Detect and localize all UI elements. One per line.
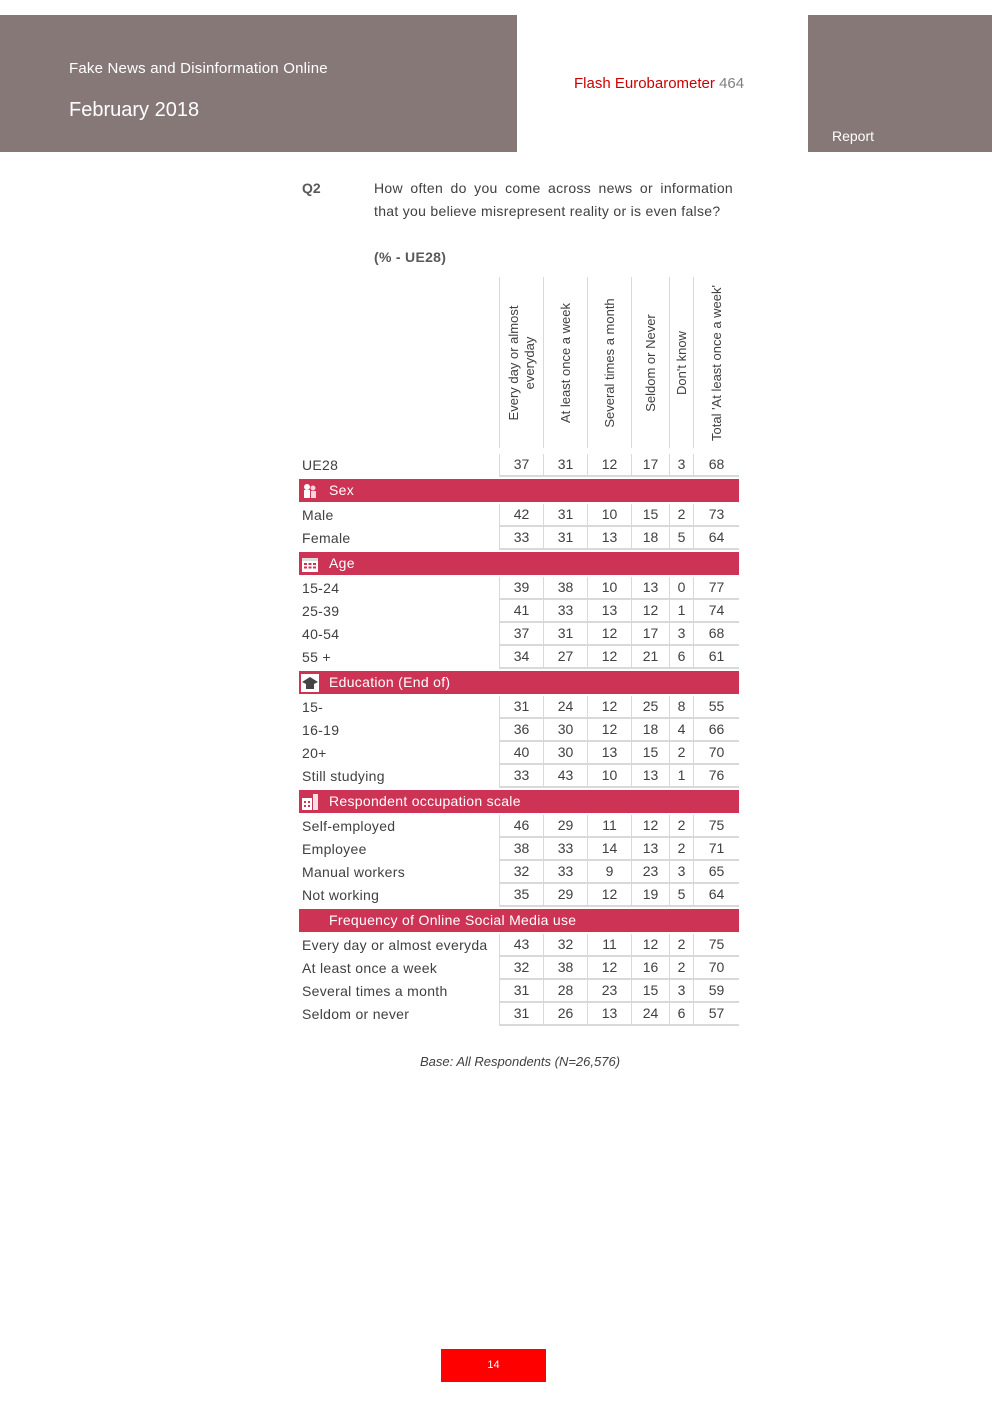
header-left-banner: [0, 15, 517, 152]
row-label: 16-19: [302, 722, 340, 738]
occupation-icon: [301, 793, 319, 811]
page-number: 14: [441, 1349, 546, 1382]
table-cell: 2: [669, 815, 693, 838]
table-cell: 30: [543, 742, 587, 765]
table-cell: 12: [587, 957, 631, 980]
table-cell: 38: [499, 838, 543, 861]
table-cell: 33: [499, 527, 543, 550]
table-cell: 10: [587, 765, 631, 788]
table-cell: 74: [693, 600, 739, 623]
table-row: [299, 815, 739, 838]
table-cell: 12: [631, 934, 669, 957]
table-cell: 31: [499, 696, 543, 719]
table-cell: 2: [669, 957, 693, 980]
table-cell: 71: [693, 838, 739, 861]
table-cell: 3: [669, 861, 693, 884]
table-cell: 23: [631, 861, 669, 884]
table-cell: 64: [693, 527, 739, 550]
table-cell: 12: [587, 884, 631, 907]
section-label: Age: [329, 555, 355, 571]
table-cell: 31: [543, 454, 587, 477]
row-label: Employee: [302, 841, 367, 857]
column-header: [693, 277, 740, 448]
table-cell: 3: [669, 454, 693, 477]
column-header: [543, 277, 588, 448]
table-cell: 6: [669, 1003, 693, 1026]
row-label: Female: [302, 530, 351, 546]
table-cell: 14: [587, 838, 631, 861]
table-cell: 40: [499, 742, 543, 765]
row-label: At least once a week: [302, 960, 438, 976]
table-cell: 25: [631, 696, 669, 719]
table-cell: 9: [587, 861, 631, 884]
table-row: [299, 623, 739, 646]
question-unit: (% - UE28): [374, 249, 447, 265]
table-cell: 73: [693, 504, 739, 527]
table-cell: 46: [499, 815, 543, 838]
table-cell: 75: [693, 815, 739, 838]
row-label: Several times a month: [302, 983, 448, 999]
table-cell: 2: [669, 742, 693, 765]
row-label: Male: [302, 507, 334, 523]
table-cell: 61: [693, 646, 739, 669]
column-header-label: Don't know: [674, 330, 689, 395]
table-cell: 17: [631, 623, 669, 646]
table-cell: 2: [669, 504, 693, 527]
table-cell: 66: [693, 719, 739, 742]
table-row: [299, 577, 739, 600]
table-cell: 29: [543, 884, 587, 907]
row-label: 20+: [302, 745, 327, 761]
column-header: [669, 277, 694, 448]
table-cell: 3: [669, 623, 693, 646]
gender-icon: [301, 482, 319, 500]
row-label: 25-39: [302, 603, 340, 619]
section-label: Respondent occupation scale: [329, 793, 521, 809]
table-cell: 1: [669, 765, 693, 788]
table-cell: 32: [499, 861, 543, 884]
table-cell: 13: [587, 600, 631, 623]
table-cell: 3: [669, 980, 693, 1003]
table-cell: 1: [669, 600, 693, 623]
section-header: [299, 479, 739, 502]
header-right-banner: [808, 15, 992, 152]
section-label: Sex: [329, 482, 355, 498]
table-row: [299, 957, 739, 980]
table-cell: 33: [543, 600, 587, 623]
row-label: 15-: [302, 699, 324, 715]
table-cell: 12: [631, 815, 669, 838]
table-cell: 18: [631, 719, 669, 742]
table-cell: 64: [693, 884, 739, 907]
table-cell: 32: [543, 934, 587, 957]
table-cell: 43: [499, 934, 543, 957]
row-label: Every day or almost everyda: [302, 937, 488, 953]
column-header: [499, 277, 544, 448]
row-label: 15-24: [302, 580, 340, 596]
table-cell: 76: [693, 765, 739, 788]
table-cell: 11: [587, 934, 631, 957]
table-cell: 23: [587, 980, 631, 1003]
table-cell: 38: [543, 957, 587, 980]
row-label: Manual workers: [302, 864, 406, 880]
table-cell: 13: [587, 1003, 631, 1026]
table-cell: 30: [543, 719, 587, 742]
table-cell: 33: [543, 861, 587, 884]
table-cell: 15: [631, 980, 669, 1003]
table-cell: 13: [631, 765, 669, 788]
table-cell: 29: [543, 815, 587, 838]
table-cell: 68: [693, 454, 739, 477]
table-cell: 31: [499, 980, 543, 1003]
table-cell: 34: [499, 646, 543, 669]
table-row: [299, 646, 739, 669]
column-header-label: At least once a week: [558, 302, 573, 423]
table-cell: 5: [669, 884, 693, 907]
table-cell: 17: [631, 454, 669, 477]
table-cell: 15: [631, 504, 669, 527]
column-header-label: Several times a month: [602, 297, 617, 428]
report-title: Fake News and Disinformation Online: [69, 60, 328, 77]
series-name: Flash Eurobarometer: [574, 75, 715, 92]
table-cell: 59: [693, 980, 739, 1003]
table-cell: 57: [693, 1003, 739, 1026]
table-cell: 26: [543, 1003, 587, 1026]
table-cell: 38: [543, 577, 587, 600]
section-header: [299, 790, 739, 813]
row-label: Still studying: [302, 768, 385, 784]
table-cell: 8: [669, 696, 693, 719]
table-row: [299, 527, 739, 550]
row-label: 55 +: [302, 649, 331, 665]
table-cell: 42: [499, 504, 543, 527]
table-cell: 18: [631, 527, 669, 550]
table-row: [299, 861, 739, 884]
table-cell: 19: [631, 884, 669, 907]
table-row: [299, 765, 739, 788]
table-cell: 31: [543, 527, 587, 550]
column-header: [631, 277, 670, 448]
table-cell: 75: [693, 934, 739, 957]
table-cell: 39: [499, 577, 543, 600]
table-cell: 70: [693, 957, 739, 980]
table-row: [299, 454, 739, 477]
row-label: UE28: [302, 457, 339, 473]
series-label: [574, 75, 744, 92]
table-cell: 33: [543, 838, 587, 861]
table-cell: 33: [499, 765, 543, 788]
section-header: [299, 671, 739, 694]
table-cell: 41: [499, 600, 543, 623]
report-date: February 2018: [69, 99, 200, 121]
table-cell: 68: [693, 623, 739, 646]
table-cell: 12: [587, 454, 631, 477]
table-cell: 65: [693, 861, 739, 884]
row-label: 40-54: [302, 626, 340, 642]
table-cell: 55: [693, 696, 739, 719]
table-cell: 13: [587, 527, 631, 550]
table-cell: 10: [587, 504, 631, 527]
table-cell: 2: [669, 934, 693, 957]
table-cell: 12: [587, 719, 631, 742]
row-label: Seldom or never: [302, 1006, 410, 1022]
table-row: [299, 1003, 739, 1026]
table-cell: 2: [669, 838, 693, 861]
table-cell: 12: [587, 696, 631, 719]
table-cell: 32: [499, 957, 543, 980]
table-cell: 12: [631, 600, 669, 623]
table-cell: 28: [543, 980, 587, 1003]
table-cell: 15: [631, 742, 669, 765]
series-number: 464: [719, 75, 745, 92]
table-cell: 77: [693, 577, 739, 600]
table-cell: 27: [543, 646, 587, 669]
section-header: [299, 552, 739, 575]
base-note: Base: All Respondents (N=26,576): [419, 1054, 621, 1069]
section-label: Education (End of): [329, 674, 451, 690]
table-row: [299, 696, 739, 719]
graduation-cap-icon: [301, 674, 319, 692]
table-cell: 31: [543, 623, 587, 646]
table-cell: 35: [499, 884, 543, 907]
column-header: [587, 277, 632, 448]
question-text: How often do you come across news or information that you believe misrepresent reality or is even false?: [374, 180, 733, 219]
table-row: [299, 980, 739, 1003]
table-row: [299, 504, 739, 527]
column-header-label: Every day or almost everyday: [506, 305, 537, 420]
table-cell: 12: [587, 646, 631, 669]
table-cell: 13: [631, 838, 669, 861]
table-cell: 37: [499, 623, 543, 646]
calendar-icon: [301, 555, 319, 573]
table-cell: 24: [631, 1003, 669, 1026]
column-header-label: Total 'At least once a week': [709, 284, 724, 441]
table-cell: 31: [499, 1003, 543, 1026]
table-cell: 36: [499, 719, 543, 742]
table-cell: 70: [693, 742, 739, 765]
row-label: Self-employed: [302, 818, 396, 834]
table-cell: 5: [669, 527, 693, 550]
question-number: Q2: [302, 180, 321, 196]
table-row: [299, 838, 739, 861]
table-cell: 12: [587, 623, 631, 646]
table-cell: 0: [669, 577, 693, 600]
table-cell: 31: [543, 504, 587, 527]
table-row: [299, 742, 739, 765]
table-cell: 43: [543, 765, 587, 788]
table-cell: 11: [587, 815, 631, 838]
table-cell: 16: [631, 957, 669, 980]
table-cell: 4: [669, 719, 693, 742]
table-cell: 21: [631, 646, 669, 669]
table-cell: 6: [669, 646, 693, 669]
section-header: [299, 909, 739, 932]
table-cell: 10: [587, 577, 631, 600]
table-row: [299, 884, 739, 907]
table-cell: 24: [543, 696, 587, 719]
report-label: Report: [832, 128, 875, 144]
section-label: Frequency of Online Social Media use: [329, 912, 577, 928]
table-row: [299, 600, 739, 623]
table-cell: 13: [587, 742, 631, 765]
row-label: Not working: [302, 887, 380, 903]
table-row: [299, 719, 739, 742]
table-cell: 37: [499, 454, 543, 477]
table-row: [299, 934, 739, 957]
column-header-label: Seldom or Never: [643, 313, 658, 412]
table-cell: 13: [631, 577, 669, 600]
